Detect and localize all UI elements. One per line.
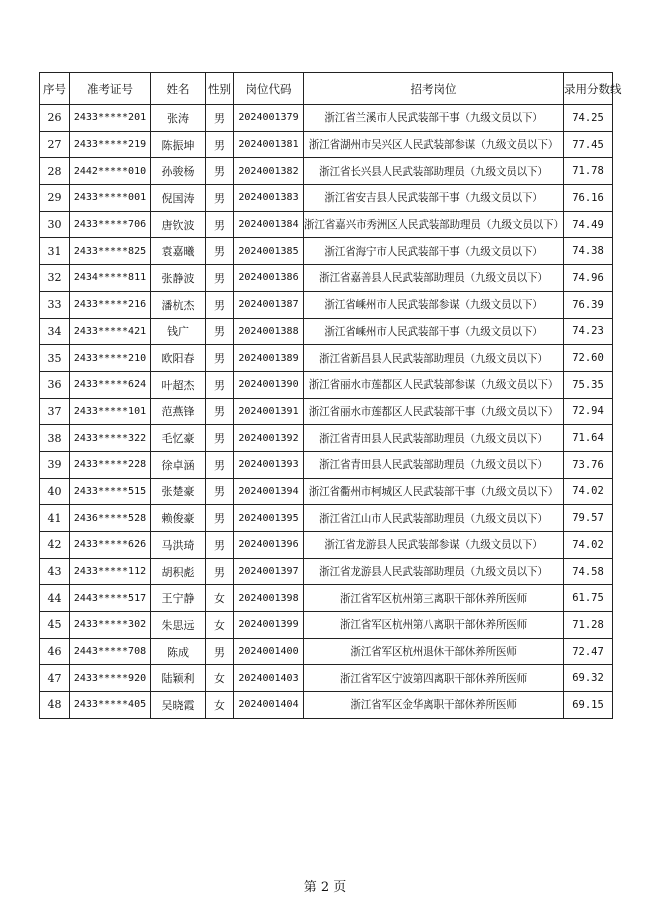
cell-gender: 女 (206, 612, 234, 639)
cell-seq: 47 (40, 665, 70, 692)
cell-seq: 40 (40, 478, 70, 505)
cell-post-code: 2024001400 (234, 638, 304, 665)
cell-post-code: 2024001384 (234, 211, 304, 238)
cell-name: 毛忆豪 (151, 425, 206, 452)
cell-name: 马洪琦 (151, 532, 206, 559)
cell-seq: 41 (40, 505, 70, 532)
cell-exam-no: 2433*****624 (70, 371, 151, 398)
cell-post-code: 2024001382 (234, 158, 304, 185)
cell-exam-no: 2433*****210 (70, 345, 151, 372)
cell-exam-no: 2434*****811 (70, 265, 151, 292)
cell-score: 74.23 (564, 318, 613, 345)
cell-seq: 43 (40, 558, 70, 585)
cell-post: 浙江省海宁市人民武装部干事（九级文员以下） (304, 238, 564, 265)
cell-post: 浙江省长兴县人民武装部助理员（九级文员以下） (304, 158, 564, 185)
cell-gender: 男 (206, 398, 234, 425)
table-row (40, 451, 613, 478)
cell-seq: 33 (40, 291, 70, 318)
cell-exam-no: 2433*****101 (70, 398, 151, 425)
cell-exam-no: 2433*****219 (70, 131, 151, 158)
table-row (40, 425, 613, 452)
cell-exam-no: 2433*****228 (70, 451, 151, 478)
header-post-code: 岗位代码 (234, 73, 304, 105)
cell-gender: 女 (206, 665, 234, 692)
cell-post: 浙江省衢州市柯城区人民武装部干事（九级文员以下） (304, 478, 564, 505)
cell-gender: 男 (206, 345, 234, 372)
cell-gender: 男 (206, 185, 234, 212)
page-number: 第 2 页 (303, 880, 347, 895)
cell-seq: 26 (40, 105, 70, 132)
cell-post-code: 2024001383 (234, 185, 304, 212)
table-row (40, 238, 613, 265)
cell-post: 浙江省嵊州市人民武装部参谋（九级文员以下） (304, 291, 564, 318)
cell-score: 76.39 (564, 291, 613, 318)
cell-exam-no: 2433*****322 (70, 425, 151, 452)
table-row (40, 265, 613, 292)
cell-gender: 女 (206, 585, 234, 612)
score-table (39, 72, 622, 719)
table-row (40, 478, 613, 505)
cell-post: 浙江省湖州市吴兴区人民武装部参谋（九级文员以下） (304, 131, 564, 158)
cell-post: 浙江省嘉善县人民武装部助理员（九级文员以下） (304, 265, 564, 292)
cell-post-code: 2024001397 (234, 558, 304, 585)
cell-score: 75.35 (564, 371, 613, 398)
cell-post: 浙江省军区杭州第三离职干部休养所医师 (304, 585, 564, 612)
cell-exam-no: 2433*****421 (70, 318, 151, 345)
cell-score: 74.58 (564, 558, 613, 585)
cell-name: 张涛 (151, 105, 206, 132)
cell-gender: 男 (206, 532, 234, 559)
cell-name: 叶超杰 (151, 371, 206, 398)
cell-exam-no: 2443*****708 (70, 638, 151, 665)
cell-post-code: 2024001379 (234, 105, 304, 132)
cell-score: 72.60 (564, 345, 613, 372)
cell-name: 钱广 (151, 318, 206, 345)
cell-name: 陆颖利 (151, 665, 206, 692)
cell-post-code: 2024001394 (234, 478, 304, 505)
cell-name: 范燕锋 (151, 398, 206, 425)
cell-name: 倪国涛 (151, 185, 206, 212)
cell-name: 孙骏杨 (151, 158, 206, 185)
cell-score: 77.45 (564, 131, 613, 158)
cell-seq: 31 (40, 238, 70, 265)
cell-seq: 39 (40, 451, 70, 478)
cell-post-code: 2024001386 (234, 265, 304, 292)
table-row (40, 318, 613, 345)
cell-post-code: 2024001403 (234, 665, 304, 692)
cell-exam-no: 2433*****216 (70, 291, 151, 318)
cell-score: 61.75 (564, 585, 613, 612)
header-exam-no: 准考证号 (70, 73, 151, 105)
cell-seq: 28 (40, 158, 70, 185)
table-body (40, 105, 613, 719)
cell-post: 浙江省军区杭州第八离职干部休养所医师 (304, 612, 564, 639)
cell-gender: 男 (206, 265, 234, 292)
cell-name: 唐钦波 (151, 211, 206, 238)
cell-name: 袁嘉曦 (151, 238, 206, 265)
cell-seq: 45 (40, 612, 70, 639)
cell-exam-no: 2436*****528 (70, 505, 151, 532)
cell-score: 71.78 (564, 158, 613, 185)
cell-gender: 男 (206, 105, 234, 132)
cell-score: 72.47 (564, 638, 613, 665)
cell-seq: 32 (40, 265, 70, 292)
header-seq: 序号 (40, 73, 70, 105)
cell-post: 浙江省兰溪市人民武装部干事（九级文员以下） (304, 105, 564, 132)
cell-post-code: 2024001381 (234, 131, 304, 158)
cell-exam-no: 2433*****825 (70, 238, 151, 265)
cell-score: 74.02 (564, 532, 613, 559)
cell-seq: 35 (40, 345, 70, 372)
cell-post: 浙江省安吉县人民武装部干事（九级文员以下） (304, 185, 564, 212)
cell-score: 69.32 (564, 665, 613, 692)
cell-seq: 48 (40, 692, 70, 719)
cell-seq: 36 (40, 371, 70, 398)
table-row (40, 692, 613, 719)
cell-score: 74.25 (564, 105, 613, 132)
table-row (40, 158, 613, 185)
cell-post: 浙江省新昌县人民武装部助理员（九级文员以下） (304, 345, 564, 372)
cell-score: 69.15 (564, 692, 613, 719)
cell-name: 陈振坤 (151, 131, 206, 158)
cell-gender: 男 (206, 558, 234, 585)
cell-post-code: 2024001404 (234, 692, 304, 719)
cell-gender: 男 (206, 371, 234, 398)
cell-post-code: 2024001387 (234, 291, 304, 318)
cell-seq: 34 (40, 318, 70, 345)
cell-seq: 44 (40, 585, 70, 612)
header-post: 招考岗位 (304, 73, 564, 105)
cell-exam-no: 2443*****517 (70, 585, 151, 612)
cell-seq: 30 (40, 211, 70, 238)
cell-post: 浙江省青田县人民武装部助理员（九级文员以下） (304, 451, 564, 478)
table-row (40, 558, 613, 585)
table-row (40, 105, 613, 132)
cell-name: 王宁静 (151, 585, 206, 612)
cell-gender: 男 (206, 238, 234, 265)
cell-name: 徐卓涵 (151, 451, 206, 478)
cell-score: 73.76 (564, 451, 613, 478)
cell-score: 74.96 (564, 265, 613, 292)
cell-name: 张楚豪 (151, 478, 206, 505)
cell-name: 吴晓霞 (151, 692, 206, 719)
cell-post: 浙江省军区宁波第四离职干部休养所医师 (304, 665, 564, 692)
cell-gender: 男 (206, 158, 234, 185)
cell-post-code: 2024001398 (234, 585, 304, 612)
table-row (40, 398, 613, 425)
cell-seq: 37 (40, 398, 70, 425)
cell-gender: 男 (206, 291, 234, 318)
table-row (40, 638, 613, 665)
table-row (40, 131, 613, 158)
cell-post: 浙江省龙游县人民武装部参谋（九级文员以下） (304, 532, 564, 559)
cell-seq: 27 (40, 131, 70, 158)
table-row (40, 291, 613, 318)
cell-post: 浙江省军区杭州退休干部休养所医师 (304, 638, 564, 665)
cell-exam-no: 2433*****626 (70, 532, 151, 559)
table-row (40, 665, 613, 692)
cell-score: 74.02 (564, 478, 613, 505)
cell-post: 浙江省江山市人民武装部助理员（九级文员以下） (304, 505, 564, 532)
cell-post: 浙江省丽水市莲都区人民武装部参谋（九级文员以下） (304, 371, 564, 398)
cell-name: 陈成 (151, 638, 206, 665)
cell-exam-no: 2442*****010 (70, 158, 151, 185)
cell-score: 71.64 (564, 425, 613, 452)
cell-post: 浙江省嵊州市人民武装部干事（九级文员以下） (304, 318, 564, 345)
cell-score: 74.49 (564, 211, 613, 238)
cell-post-code: 2024001392 (234, 425, 304, 452)
cell-post-code: 2024001390 (234, 371, 304, 398)
cell-exam-no: 2433*****920 (70, 665, 151, 692)
table-header-row (40, 73, 613, 105)
header-name: 姓名 (151, 73, 206, 105)
cell-seq: 46 (40, 638, 70, 665)
cell-exam-no: 2433*****001 (70, 185, 151, 212)
cell-name: 胡积彪 (151, 558, 206, 585)
cell-gender: 男 (206, 425, 234, 452)
cell-gender: 男 (206, 318, 234, 345)
header-score: 录用分数线 (564, 73, 613, 105)
cell-post-code: 2024001395 (234, 505, 304, 532)
table-row (40, 185, 613, 212)
cell-exam-no: 2433*****405 (70, 692, 151, 719)
cell-score: 71.28 (564, 612, 613, 639)
cell-gender: 男 (206, 638, 234, 665)
table-row (40, 585, 613, 612)
cell-name: 潘杭杰 (151, 291, 206, 318)
cell-gender: 女 (206, 692, 234, 719)
cell-exam-no: 2433*****302 (70, 612, 151, 639)
cell-name: 欧阳春 (151, 345, 206, 372)
cell-name: 朱思远 (151, 612, 206, 639)
cell-seq: 42 (40, 532, 70, 559)
cell-post-code: 2024001385 (234, 238, 304, 265)
cell-post: 浙江省军区金华离职干部休养所医师 (304, 692, 564, 719)
cell-gender: 男 (206, 478, 234, 505)
cell-score: 76.16 (564, 185, 613, 212)
cell-post-code: 2024001396 (234, 532, 304, 559)
table-row (40, 505, 613, 532)
cell-post: 浙江省龙游县人民武装部助理员（九级文员以下） (304, 558, 564, 585)
cell-seq: 38 (40, 425, 70, 452)
cell-exam-no: 2433*****706 (70, 211, 151, 238)
cell-gender: 男 (206, 451, 234, 478)
cell-post-code: 2024001399 (234, 612, 304, 639)
table-row (40, 345, 613, 372)
cell-post: 浙江省嘉兴市秀洲区人民武装部助理员（九级文员以下） (304, 211, 564, 238)
cell-post-code: 2024001389 (234, 345, 304, 372)
cell-post-code: 2024001388 (234, 318, 304, 345)
cell-post-code: 2024001393 (234, 451, 304, 478)
cell-name: 赖俊豪 (151, 505, 206, 532)
cell-score: 79.57 (564, 505, 613, 532)
header-gender: 性别 (206, 73, 234, 105)
table-row (40, 211, 613, 238)
cell-score: 74.38 (564, 238, 613, 265)
cell-exam-no: 2433*****515 (70, 478, 151, 505)
table-row (40, 371, 613, 398)
cell-exam-no: 2433*****112 (70, 558, 151, 585)
cell-score: 72.94 (564, 398, 613, 425)
table-row (40, 532, 613, 559)
cell-seq: 29 (40, 185, 70, 212)
table-row (40, 612, 613, 639)
cell-post: 浙江省丽水市莲都区人民武装部干事（九级文员以下） (304, 398, 564, 425)
cell-gender: 男 (206, 505, 234, 532)
cell-post: 浙江省青田县人民武装部助理员（九级文员以下） (304, 425, 564, 452)
cell-gender: 男 (206, 131, 234, 158)
cell-gender: 男 (206, 211, 234, 238)
cell-post-code: 2024001391 (234, 398, 304, 425)
cell-exam-no: 2433*****201 (70, 105, 151, 132)
cell-name: 张静波 (151, 265, 206, 292)
